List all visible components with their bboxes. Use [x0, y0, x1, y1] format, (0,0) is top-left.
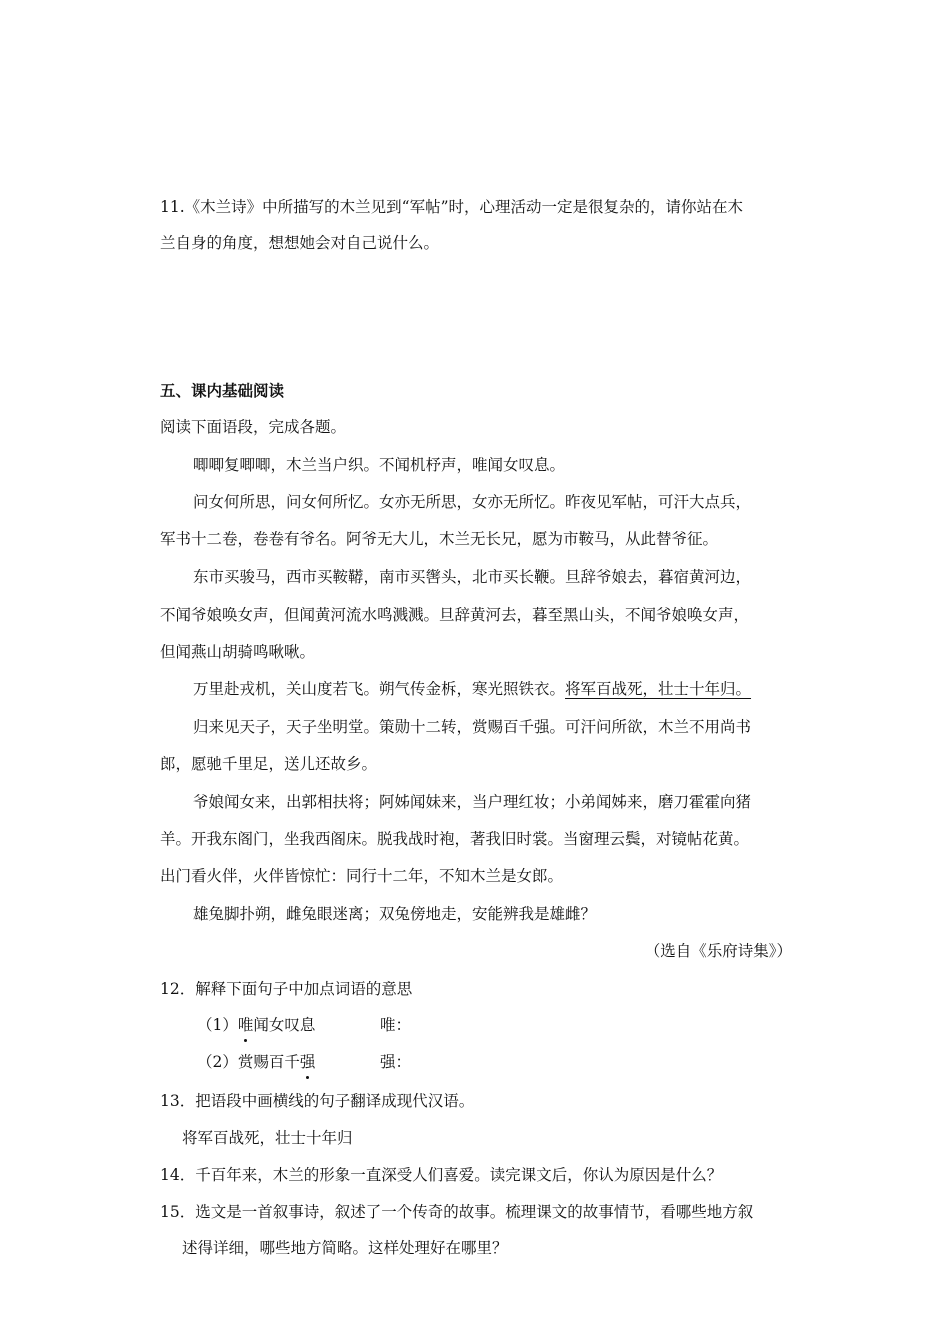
q12-item-1-answer: 唯：	[380, 1016, 412, 1034]
passage-p2-line-2: 军书十二卷，卷卷有爷名。阿爷无大儿，木兰无长兄，愿为市鞍马，从此替爷征。	[160, 530, 719, 548]
passage-p3-line-2: 不闻爷娘唤女声，但闻黄河流水鸣溅溅。旦辞黄河去，暮至黑山头，不闻爷娘唤女声，	[160, 606, 750, 624]
underlined-sentence: 将军百战死，壮士十年归。	[565, 680, 752, 698]
q12-item-1-prefix: （1）	[197, 1016, 238, 1034]
passage-p5-line-2: 郎，愿驰千里足，送儿还故乡。	[160, 755, 378, 773]
section-heading: 五、课内基础阅读	[160, 382, 285, 400]
q13-sentence: 将军百战死，壮士十年归	[182, 1129, 353, 1147]
passage-p1: 唧唧复唧唧，木兰当户织。不闻机杼声，唯闻女叹息。	[193, 456, 566, 474]
dotted-word-qiang: 强	[299, 1053, 316, 1071]
q13-stem: 13．把语段中画横线的句子翻译成现代汉语。	[160, 1092, 475, 1110]
q12-item-2	[197, 1051, 315, 1073]
q12-item-1-rest: 闻女叹息	[253, 1016, 316, 1034]
q12-stem: 12．解释下面句子中加点词语的意思	[160, 980, 413, 998]
q12-item-2-answer: 强：	[380, 1053, 412, 1071]
passage-p4-plain: 万里赴戎机，关山度若飞。朔气传金柝，寒光照铁衣。	[193, 680, 566, 698]
passage-p6-line-2: 羊。开我东阁门，坐我西阁床。脱我战时袍，著我旧时裳。当窗理云鬓，对镜帖花黄。	[160, 830, 750, 848]
passage-p6-line-1: 爷娘闻女来，出郭相扶将；阿姊闻妹来，当户理红妆；小弟闻姊来，磨刀霍霍向猪	[193, 793, 752, 811]
section-instruction: 阅读下面语段，完成各题。	[160, 418, 347, 436]
q12-item-2-prefix: （2）赏赐百千	[197, 1053, 300, 1071]
passage-p3-line-1: 东市买骏马，西市买鞍鞯，南市买辔头，北市买长鞭。旦辞爷娘去，暮宿黄河边，	[193, 568, 752, 586]
q14-stem: 14．千百年来，木兰的形象一直深受人们喜爱。读完课文后，你认为原因是什么？	[160, 1166, 723, 1184]
q15-line-1: 15．选文是一首叙事诗，叙述了一个传奇的故事。梳理课文的故事情节，看哪些地方叙	[160, 1203, 754, 1221]
q12-item-1	[197, 1014, 315, 1036]
passage-p4	[193, 678, 751, 700]
passage-p7: 雄兔脚扑朔，雌兔眼迷离；双兔傍地走，安能辨我是雄雌？	[193, 905, 597, 923]
passage-p2-line-1: 问女何所思，问女何所忆。女亦无所思，女亦无所忆。昨夜见军帖，可汗大点兵，	[193, 493, 752, 511]
passage-p6-line-3: 出门看火伴，火伴皆惊忙：同行十二年，不知木兰是女郎。	[160, 867, 564, 885]
passage-p5-line-1: 归来见天子，天子坐明堂。策勋十二转，赏赐百千强。可汗问所欲，木兰不用尚书	[193, 718, 752, 736]
passage-source: （选自《乐府诗集》）	[644, 942, 792, 960]
q15-line-2: 述得详细，哪些地方简略。这样处理好在哪里？	[182, 1239, 508, 1257]
q11-line-1: 11.《木兰诗》中所描写的木兰见到“军帖”时，心理活动一定是很复杂的，请你站在木	[160, 198, 744, 216]
dotted-word-wei: 唯	[237, 1016, 254, 1034]
q11-line-2: 兰自身的角度，想想她会对自己说什么。	[160, 234, 440, 252]
passage-p3-line-3: 但闻燕山胡骑鸣啾啾。	[160, 643, 316, 661]
